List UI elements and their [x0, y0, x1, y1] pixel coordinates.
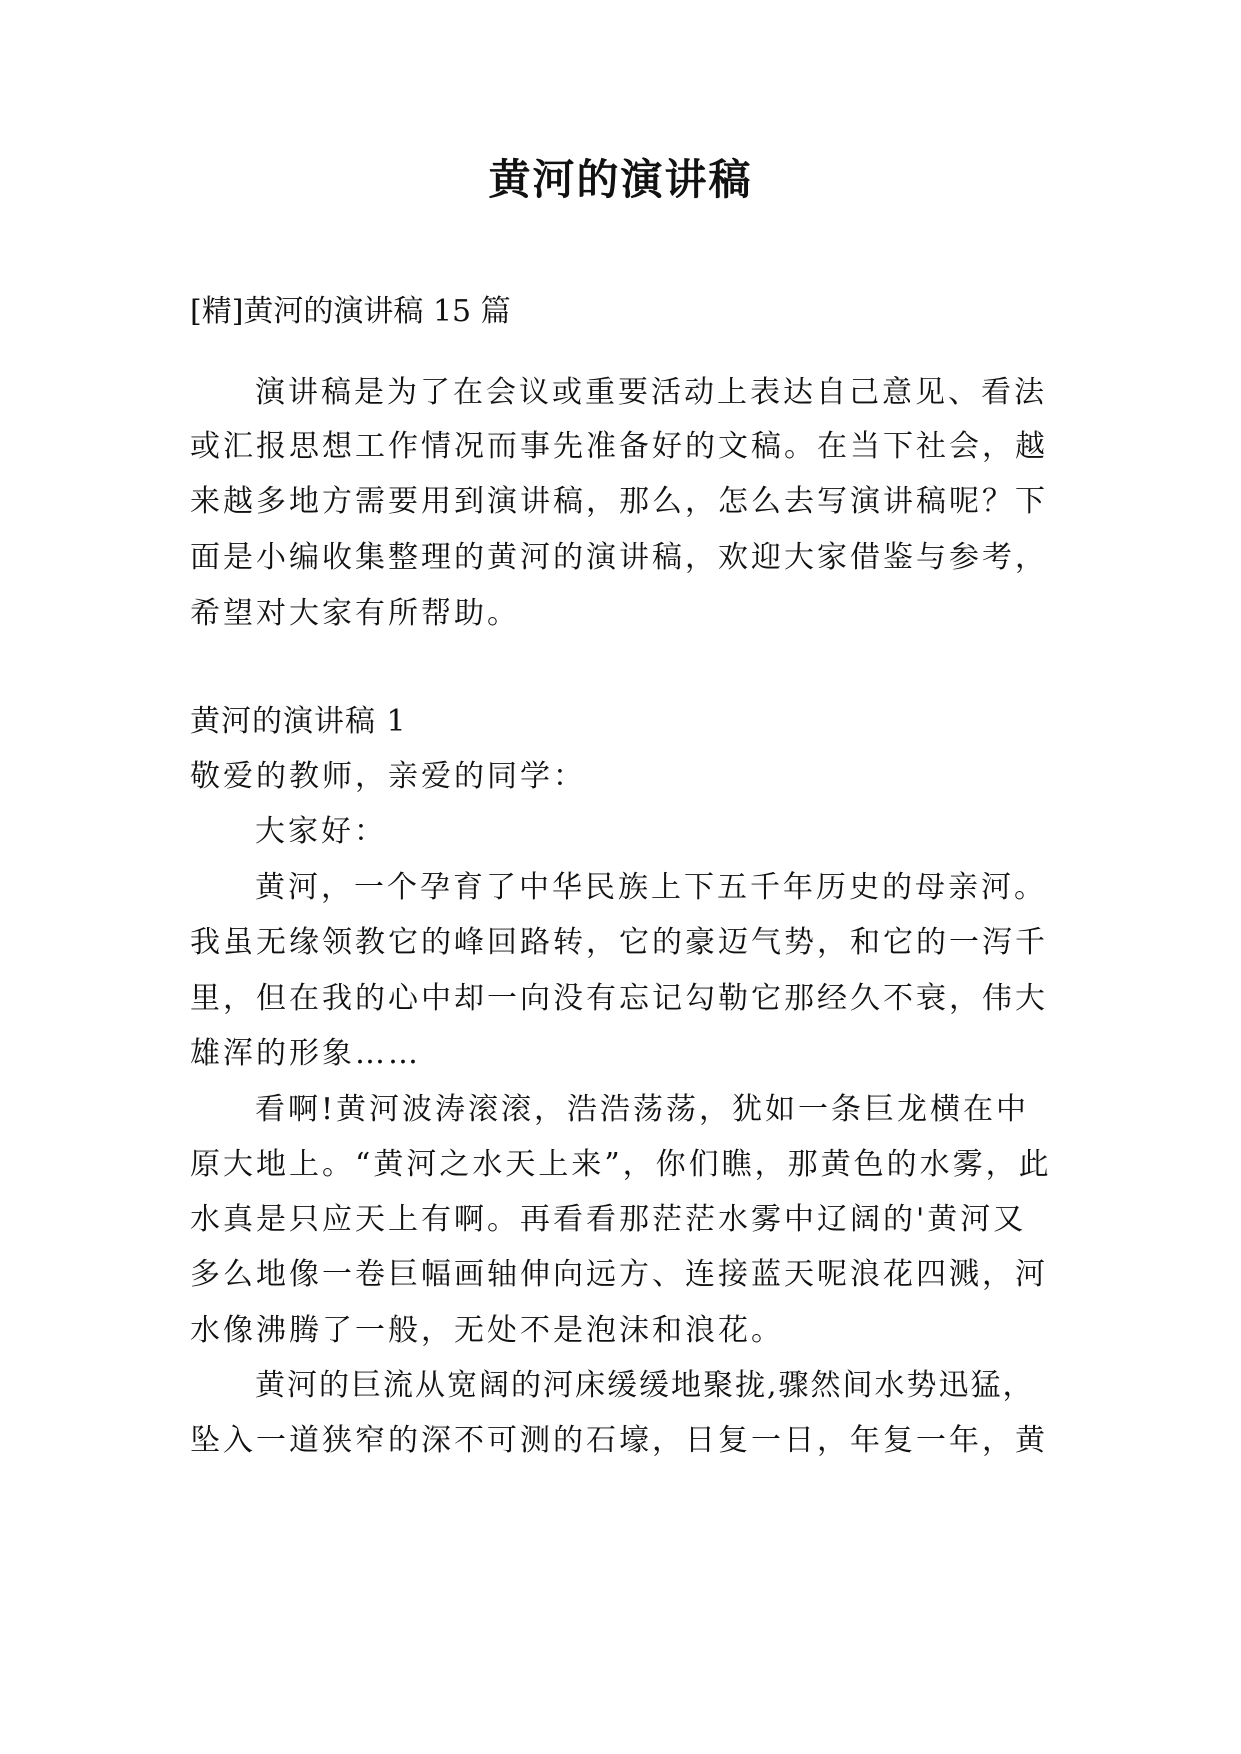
salutation: 敬爱的教师，亲爱的同学：	[190, 759, 586, 794]
greeting: 大家好：	[255, 814, 387, 849]
body-line: 看啊!黄河波涛滚滚，浩浩荡荡，犹如一条巨龙横在中	[255, 1092, 1030, 1127]
intro-line: 希望对大家有所帮助。	[190, 596, 520, 631]
body-line: 我虽无缘领教它的峰回路转，它的豪迈气势，和它的一泻千	[190, 925, 1048, 960]
body-line: 水真是只应天上有啊。再看看那茫茫水雾中辽阔的'黄河又	[190, 1202, 1027, 1237]
body-line: 水像沸腾了一般，无处不是泡沫和浪花。	[190, 1313, 784, 1348]
body-line: 里，但在我的心中却一向没有忘记勾勒它那经久不衰，伟大	[190, 981, 1048, 1016]
body-line: 黄河，一个孕育了中华民族上下五千年历史的母亲河。	[255, 870, 1047, 905]
body-line: 坠入一道狭窄的深不可测的石壕，日复一日，年复一年，黄	[190, 1423, 1048, 1458]
document-subtitle: [精]黄河的演讲稿 15 篇	[190, 294, 511, 329]
body-line: 黄河的巨流从宽阔的河床缓缓地聚拢,骤然间水势迅猛，	[255, 1368, 1035, 1403]
intro-line: 来越多地方需要用到演讲稿，那么，怎么去写演讲稿呢？下	[190, 484, 1048, 519]
intro-line: 或汇报思想工作情况而事先准备好的文稿。在当下社会，越	[190, 429, 1048, 464]
intro-line: 面是小编收集整理的黄河的演讲稿，欢迎大家借鉴与参考，	[190, 540, 1048, 575]
document-title: 黄河的演讲稿	[488, 155, 753, 204]
body-line: 原大地上。“黄河之水天上来”，你们瞧，那黄色的水雾，此	[190, 1147, 1052, 1182]
intro-line: 演讲稿是为了在会议或重要活动上表达自己意见、看法	[255, 375, 1047, 410]
body-line: 多么地像一卷巨幅画轴伸向远方、连接蓝天呢浪花四溅，河	[190, 1257, 1048, 1292]
section-heading: 黄河的演讲稿 1	[190, 704, 407, 739]
body-line: 雄浑的形象……	[190, 1036, 421, 1071]
